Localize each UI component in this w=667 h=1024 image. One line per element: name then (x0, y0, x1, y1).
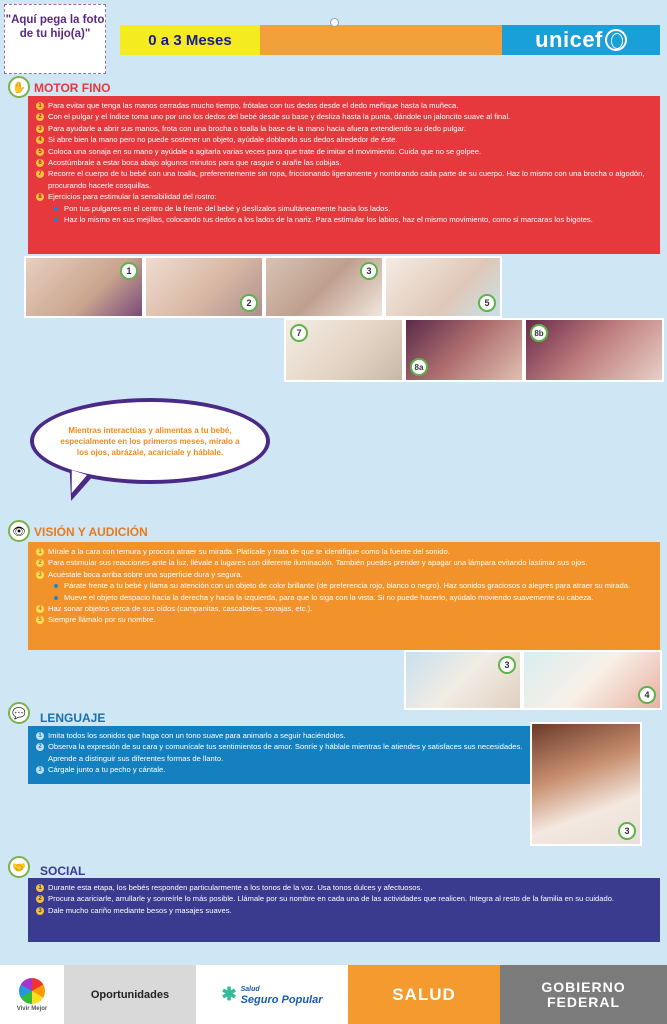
list-item: 4 Haz sonar objetos cerca de sus oídos (campanitas, cascabeles, sonajas, etc.). (34, 603, 654, 614)
list-item: 1 Para evitar que tenga las manos cerradas mucho tiempo, frótalas con tus dedos desde el dedo meñique hasta la muñeca. (34, 100, 654, 111)
list-item: 4 Si abre bien la mano pero no puede sostener un objeto, ayúdale doblando sus dedos alrededor de éste. (34, 134, 654, 145)
hang-hole (330, 18, 339, 27)
photo-step-2: 2 (144, 256, 264, 318)
list-item: 3 Para ayudarle a abrir sus manos, frota con una brocha o toalla la base de la mano hacia afuera extendiendo su dedo pulgar. (34, 123, 654, 134)
footer-logos (0, 965, 667, 1024)
social-panel (28, 878, 660, 942)
list-item: 8 Ejercicios para estimular la sensibilidad del rostro: (34, 191, 654, 202)
list-item: 3 Dale mucho cariño mediante besos y masajes suaves. (34, 905, 654, 916)
photo-step-8b: 8b (524, 318, 664, 382)
photo-placeholder: "Aquí pega la foto de tu hijo(a)" (4, 4, 106, 74)
gobierno-federal-logo: GOBIERNO FEDERAL (500, 965, 667, 1024)
list-item: 6 Acostúmbrale a estar boca abajo algunos minutos para que rasgue o arañe las cobijas. (34, 157, 654, 168)
vivir-mejor-logo: Vivir Mejor (0, 965, 64, 1024)
list-item: 2 Procura acariciarle, arrullarle y sonreírle lo más posible. Llámale por su nombre en cada una de las actividades que realicen. Integra al resto de la familia en su cuidado. (34, 893, 654, 904)
list-subitem: Párate frente a tu bebé y llama su atención con un objeto de color brillante (de preferencia rojo, blanco o negro). Haz sonidos graciosos o alegres para atraer su mirada. (34, 580, 654, 591)
seguro-popular-logo: ✱ Salud Seguro Popular (196, 965, 348, 1024)
people-icon: ✱ (221, 984, 237, 1004)
salud-logo: SALUD (348, 965, 500, 1024)
photo-step-8a: 8a (404, 318, 524, 382)
list-item: 2 Con el pulgar y el índice toma uno por uno los dedos del bebé desde su base y desliza hasta la punta, dándole un jaloncito suave al final. (34, 111, 654, 122)
section-title-vision: VISIÓN Y AUDICIÓN (34, 525, 148, 539)
list-item: 2 Para estimular sus reacciones ante la luz, llévale a lugares con diferente iluminación. También puedes prender y apagar una lámpara evitando lastimar sus ojos. (34, 557, 654, 568)
photo-step-1: 1 (24, 256, 144, 318)
handshake-icon: 🤝 (8, 856, 30, 878)
motor-fino-panel (28, 96, 660, 254)
photo-step-7: 7 (284, 318, 404, 382)
oportunidades-logo: Oportunidades (64, 965, 196, 1024)
photo-vision-3: 3 (404, 650, 522, 710)
list-item: 5 Siempre llámalo por su nombre. (34, 614, 654, 625)
section-title-motor: MOTOR FINO (34, 81, 111, 95)
list-item: 2 Observa la expresión de su cara y comunícale tus sentimientos de amor. Sonríe y háblale mientras le atiendes y satisfaces sus necesidades. Aprende a distinguir sus diferentes formas de llanto. (34, 741, 524, 764)
photo-vision-4: 4 (522, 650, 662, 710)
flower-icon (19, 978, 45, 1004)
photo-step-3: 3 (264, 256, 384, 318)
eye-icon: 👁 (8, 520, 30, 542)
list-item: 1 Imita todos los sonidos que haga con un tono suave para animarlo a seguir haciéndolos. (34, 730, 524, 741)
globe-icon (605, 29, 627, 51)
photo-step-5: 5 (384, 256, 502, 318)
age-range: 0 a 3 Meses (148, 31, 232, 49)
lenguaje-panel (28, 726, 530, 784)
unicef-logo: unicef (502, 25, 660, 55)
section-title-lenguaje: LENGUAJE (40, 711, 106, 725)
list-item: 1 Mírale a la cara con ternura y procura atraer su mirada. Platícale y trata de que te identifique como la fuente del sonido. (34, 546, 654, 557)
speech-bubble: Mientras interactúas y alimentas a tu bebé, especialmente en los primeros meses, míralo a los ojos, abrázale, acariciale y háblale. (30, 398, 270, 484)
speech-icon: 💬 (8, 702, 30, 724)
list-subitem: Pon tus pulgares en el centro de la frente del bebé y deslízalos simultáneamente hacia los lados. (34, 203, 654, 214)
age-range-box (120, 25, 260, 55)
photo-lenguaje-3: 3 (530, 722, 642, 846)
list-item: 1 Durante esta etapa, los bebés responden particularmente a los tonos de la voz. Usa tonos dulces y afectuosos. (34, 882, 654, 893)
hand-icon: ✋ (8, 76, 30, 98)
list-item: 5 Coloca una sonaja en su mano y ayúdale a agitarla varias veces para que trate de imitar el movimiento. Cuida que no se golpee. (34, 146, 654, 157)
list-subitem: Haz lo mismo en sus mejillas, colocando tus dedos a los lados de la nariz. Para estimular los labios, haz el mismo movimiento, como si marcaras los bigotes. (34, 214, 654, 225)
list-item: 7 Recorre el cuerpo de tu bebé con una toalla, preferentemente sin ropa, friccionando ligeramente y nombrando cada parte de su cuerpo. Haz lo mismo con una brocha o algodón, procurando hacerle cosquillas. (34, 168, 654, 191)
list-subitem: Mueve el objeto despacio hacia la derecha y hacia la izquierda, para que lo siga con la vista. Si no puede hacerlo, ayúdalo moviendo suavemente su cabeza. (34, 592, 654, 603)
list-item: 3 Acuéstale boca arriba sobre una superficie dura y segura. (34, 569, 654, 580)
list-item: 3 Cárgale junto a tu pecho y cántale. (34, 764, 524, 775)
section-title-social: SOCIAL (40, 864, 86, 878)
vision-panel (28, 542, 660, 650)
